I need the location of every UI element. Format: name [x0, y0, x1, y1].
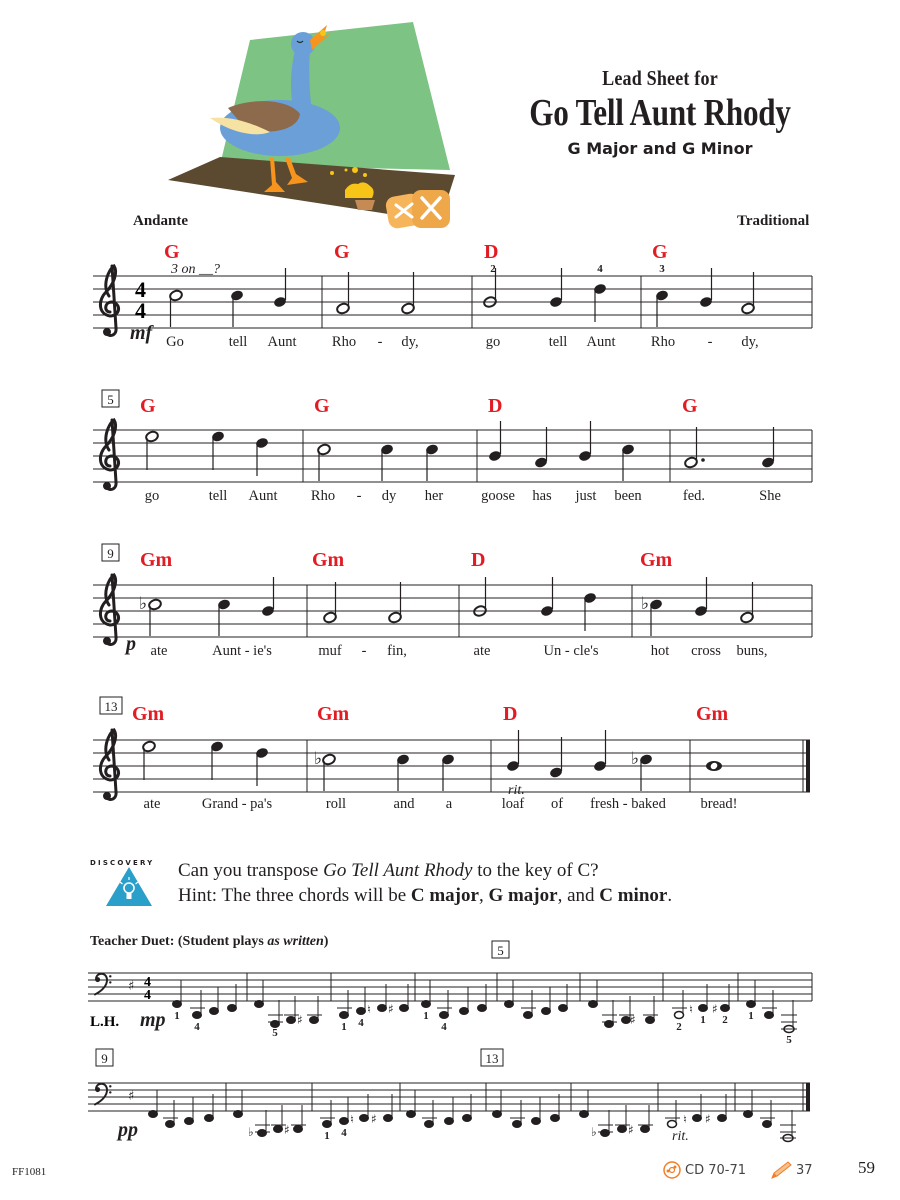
- pencil-icon: [770, 1161, 794, 1179]
- cd-icon: [663, 1161, 681, 1179]
- svg-text:-: -: [707, 334, 713, 350]
- svg-text:1: 1: [423, 1010, 429, 1022]
- svg-text:1: 1: [324, 1130, 330, 1142]
- svg-text:ate: ate: [473, 643, 491, 659]
- svg-text:D: D: [488, 395, 503, 417]
- svg-text:1: 1: [700, 1014, 706, 1026]
- svg-text:♭: ♭: [314, 749, 323, 769]
- svg-text:♭: ♭: [139, 594, 148, 614]
- page-number: 59: [858, 1158, 875, 1177]
- svg-text:fin,: fin,: [387, 643, 407, 659]
- svg-text:a: a: [445, 796, 453, 812]
- svg-text:hot: hot: [650, 643, 670, 659]
- system-1: [93, 241, 812, 350]
- svg-text:♯: ♯: [371, 1112, 377, 1126]
- svg-text:♭: ♭: [591, 1125, 597, 1139]
- svg-text:2: 2: [490, 263, 496, 275]
- svg-text:D: D: [503, 703, 518, 725]
- svg-text:4: 4: [341, 1127, 347, 1139]
- svg-text:cross: cross: [691, 643, 721, 659]
- svg-text:♯: ♯: [628, 1123, 634, 1137]
- song-title: Go Tell Aunt Rhody: [529, 92, 791, 134]
- svg-text:Aunt: Aunt: [267, 334, 297, 350]
- cd-track-label: CD 70-71: [685, 1162, 746, 1178]
- svg-text:fed.: fed.: [682, 488, 706, 504]
- svg-text:♯: ♯: [128, 979, 135, 994]
- svg-text:goose: goose: [481, 488, 515, 504]
- svg-text:♭: ♭: [641, 594, 650, 614]
- svg-text:9: 9: [107, 546, 114, 561]
- svg-text:Grand - pa's: Grand - pa's: [201, 796, 273, 812]
- svg-text:1: 1: [174, 1010, 180, 1022]
- svg-text:Gm: Gm: [312, 549, 345, 571]
- svg-text:just: just: [575, 488, 597, 504]
- svg-text:DISCOVERY: DISCOVERY: [90, 859, 155, 867]
- svg-text:3: 3: [659, 263, 665, 275]
- svg-text:5: 5: [497, 943, 504, 958]
- svg-text:G: G: [682, 395, 698, 417]
- tempo-marking: Andante: [133, 213, 189, 229]
- svg-text:Aunt - ie's: Aunt - ie's: [212, 643, 272, 659]
- svg-text:Rho: Rho: [310, 488, 336, 504]
- svg-text:L.H.: L.H.: [90, 1014, 120, 1030]
- svg-text:rit.: rit.: [672, 1129, 689, 1144]
- system-2: [93, 390, 812, 504]
- svg-text:5: 5: [786, 1034, 792, 1046]
- svg-text:D: D: [484, 241, 499, 263]
- discovery-text: [178, 858, 672, 908]
- svg-text:and: and: [393, 796, 415, 812]
- system-4: [93, 697, 810, 812]
- svg-text:tell: tell: [228, 334, 248, 350]
- svg-text:fresh - baked: fresh - baked: [590, 796, 666, 812]
- svg-text:2: 2: [722, 1014, 728, 1026]
- svg-text:♯: ♯: [128, 1089, 135, 1104]
- svg-text:♮: ♮: [350, 1113, 354, 1126]
- svg-text:5: 5: [107, 392, 114, 407]
- svg-text:Gm: Gm: [132, 703, 165, 725]
- svg-text:Gm: Gm: [317, 703, 350, 725]
- svg-text:♮: ♮: [689, 1003, 693, 1016]
- svg-text:5: 5: [272, 1027, 278, 1039]
- cd-track-reference: [663, 1161, 746, 1179]
- svg-text:muf: muf: [318, 643, 342, 659]
- svg-text:dy: dy: [381, 488, 397, 504]
- svg-text:4: 4: [358, 1017, 364, 1029]
- system-3: [93, 544, 812, 659]
- svg-text:♯: ♯: [297, 1013, 303, 1027]
- svg-text:Un - cle's: Un - cle's: [543, 643, 599, 659]
- svg-text:buns,: buns,: [736, 643, 768, 659]
- svg-text:-: -: [377, 334, 383, 350]
- discovery-question: Can you transpose Go Tell Aunt Rhody to the key of C?: [178, 860, 599, 881]
- svg-text:♯: ♯: [705, 1112, 711, 1126]
- svg-text:been: been: [614, 488, 642, 504]
- composer-credit: Traditional: [737, 213, 810, 229]
- workbook-reference: [770, 1161, 813, 1179]
- svg-text:13: 13: [104, 699, 118, 714]
- svg-text:go: go: [144, 488, 160, 504]
- svg-text:Rho: Rho: [650, 334, 676, 350]
- svg-text:G: G: [334, 241, 350, 263]
- song-subtitle: G Major and G Minor: [567, 139, 753, 158]
- svg-text:9: 9: [101, 1051, 108, 1066]
- svg-text:go: go: [485, 334, 501, 350]
- svg-text:♮: ♮: [367, 1003, 371, 1016]
- svg-text:has: has: [532, 488, 552, 504]
- svg-text:mp: mp: [140, 1009, 166, 1031]
- lead-sheet-label: Lead Sheet for: [602, 66, 718, 90]
- svg-text:4: 4: [194, 1021, 200, 1033]
- svg-text:G: G: [314, 395, 330, 417]
- svg-text:G: G: [652, 241, 668, 263]
- svg-text:1: 1: [341, 1021, 347, 1033]
- svg-text:Aunt: Aunt: [248, 488, 278, 504]
- svg-text:♮: ♮: [683, 1113, 687, 1126]
- svg-text:dy,: dy,: [741, 334, 759, 350]
- teacher-duet-heading: Teacher Duet: (Student plays as written): [90, 934, 329, 949]
- svg-text:1: 1: [748, 1010, 754, 1022]
- svg-text:her: her: [424, 488, 444, 504]
- svg-text:Rho: Rho: [331, 334, 357, 350]
- svg-text:ate: ate: [143, 796, 161, 812]
- svg-text:13: 13: [485, 1051, 499, 1066]
- svg-text:♯: ♯: [630, 1013, 636, 1027]
- book-code: FF1081: [12, 1166, 47, 1178]
- svg-text:4: 4: [135, 277, 146, 302]
- svg-text:4: 4: [144, 975, 151, 990]
- svg-text:Gm: Gm: [640, 549, 673, 571]
- svg-text:ate: ate: [150, 643, 168, 659]
- workbook-page-label: 37: [796, 1162, 813, 1178]
- svg-text:Aunt: Aunt: [586, 334, 616, 350]
- svg-text:loaf: loaf: [501, 796, 525, 812]
- svg-text:She: She: [759, 488, 781, 504]
- svg-text:♯: ♯: [284, 1123, 290, 1137]
- discovery-hint: Hint: The three chords will be C major, G major, and C minor.: [178, 885, 673, 906]
- svg-text:roll: roll: [325, 796, 347, 812]
- svg-text:3 on __?: 3 on __?: [171, 262, 220, 277]
- svg-text:4: 4: [135, 298, 146, 323]
- svg-text:♯: ♯: [388, 1002, 394, 1016]
- svg-text:2: 2: [676, 1021, 682, 1033]
- svg-text:-: -: [356, 488, 362, 504]
- svg-text:4: 4: [144, 988, 151, 1003]
- svg-text:p: p: [126, 633, 136, 655]
- svg-text:bread!: bread!: [700, 796, 738, 812]
- svg-text:mf: mf: [130, 322, 153, 344]
- svg-text:-: -: [361, 643, 367, 659]
- svg-text:pp: pp: [118, 1119, 138, 1141]
- svg-text:4: 4: [441, 1021, 447, 1033]
- duet-system-1: [88, 941, 812, 1046]
- duet-system-2: [88, 1049, 810, 1144]
- discovery-lightbulb-icon: [88, 858, 170, 908]
- svg-text:dy,: dy,: [401, 334, 419, 350]
- svg-text:tell: tell: [208, 488, 228, 504]
- svg-text:♭: ♭: [248, 1125, 254, 1139]
- svg-text:Gm: Gm: [696, 703, 729, 725]
- svg-text:rit.: rit.: [508, 783, 525, 798]
- svg-text:4: 4: [597, 263, 603, 275]
- svg-text:Gm: Gm: [140, 549, 173, 571]
- svg-text:D: D: [471, 549, 486, 571]
- svg-text:of: of: [550, 796, 564, 812]
- svg-text:G: G: [140, 395, 156, 417]
- svg-text:Go: Go: [166, 334, 184, 350]
- svg-text:tell: tell: [548, 334, 568, 350]
- svg-text:♯: ♯: [712, 1002, 718, 1016]
- svg-text:G: G: [164, 241, 180, 263]
- svg-text:♭: ♭: [631, 749, 640, 769]
